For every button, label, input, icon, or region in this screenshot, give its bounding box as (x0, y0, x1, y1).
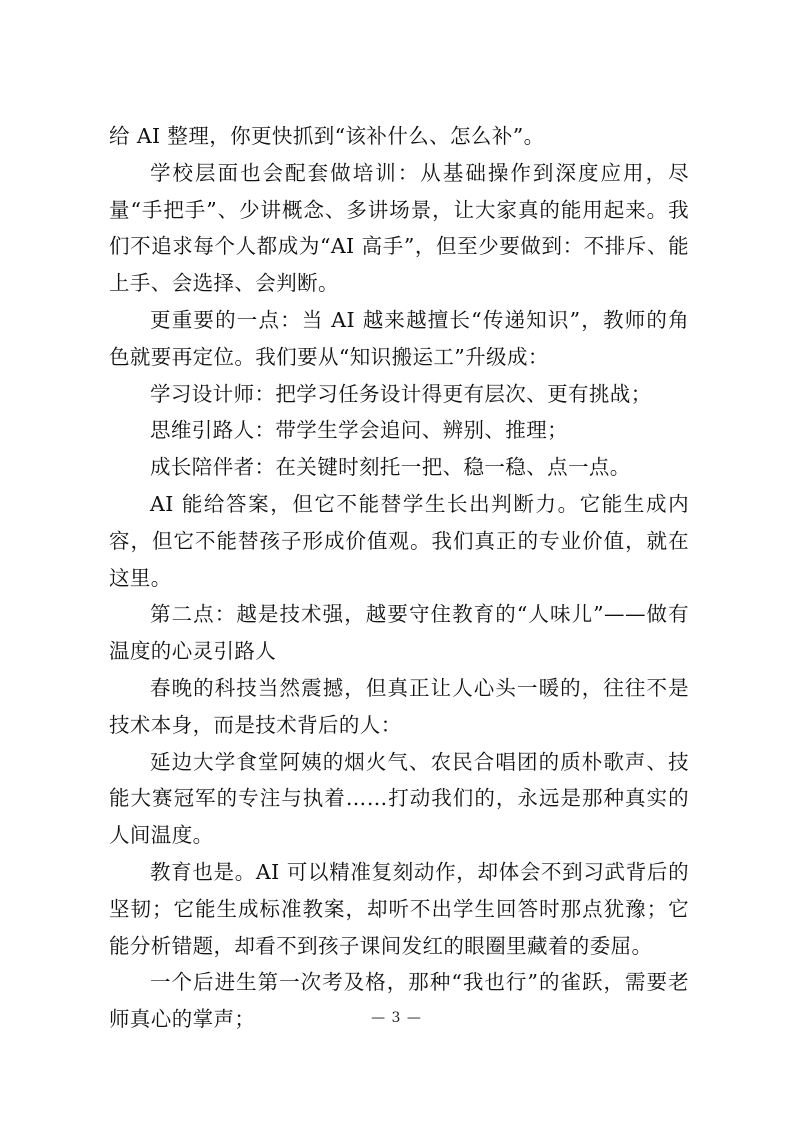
document-body (109, 118, 689, 1038)
paragraph: 延边大学食堂阿姨的烟火气、农民合唱团的质朴歌声、技能大赛冠军的专注与执着……打动我们的，永远是那种真实的人间温度。 (109, 749, 689, 848)
paragraph: AI 能给答案，但它不能替学生长出判断力。它能生成内容，但它不能替孩子形成价值观。我们真正的专业价值，就在这里。 (109, 491, 689, 590)
paragraph: 给 AI 整理，你更快抓到“该补什么、怎么补”。 (109, 124, 545, 148)
section-heading-paragraph: 第二点：越是技术强，越要守住教育的“人味儿”——做有温度的心灵引路人 (109, 602, 689, 664)
paragraph: 学习设计师：把学习任务设计得更有层次、更有挑战； (150, 381, 652, 406)
paragraph: 学校层面也会配套做培训：从基础操作到深度应用，尽量“手把手”、少讲概念、多讲场景，让大家真的能用起来。我们不追求每个人都成为“AI 高手”，但至少要做到：不排斥、能上手、会选择、会判断。 (109, 160, 689, 296)
paragraph: 思维引路人：带学生学会追问、辨别、推理； (150, 418, 568, 443)
paragraph: 成长陪伴者：在关键时刻托一把、稳一稳、点一点。 (150, 455, 631, 480)
paragraph: 春晚的科技当然震撼，但真正让人心头一暖的，往往不是技术本身，而是技术背后的人： (109, 675, 689, 737)
paragraph: 更重要的一点：当 AI 越来越擅长“传递知识”，教师的角色就要再定位。我们要从“知识搬运工”升级成： (109, 307, 689, 369)
page-number: — 3 — (371, 1010, 422, 1026)
paragraph: 教育也是。AI 可以精准复刻动作，却体会不到习武背后的坚韧；它能生成标准教案，却听不出学生回答时那点犹豫；它能分析错题，却看不到孩子课间发红的眼圈里藏着的委屈。 (109, 859, 689, 958)
paragraph: 一个后进生第一次考及格，那种“我也行”的雀跃，需要老师真心的掌声； (109, 970, 689, 1032)
